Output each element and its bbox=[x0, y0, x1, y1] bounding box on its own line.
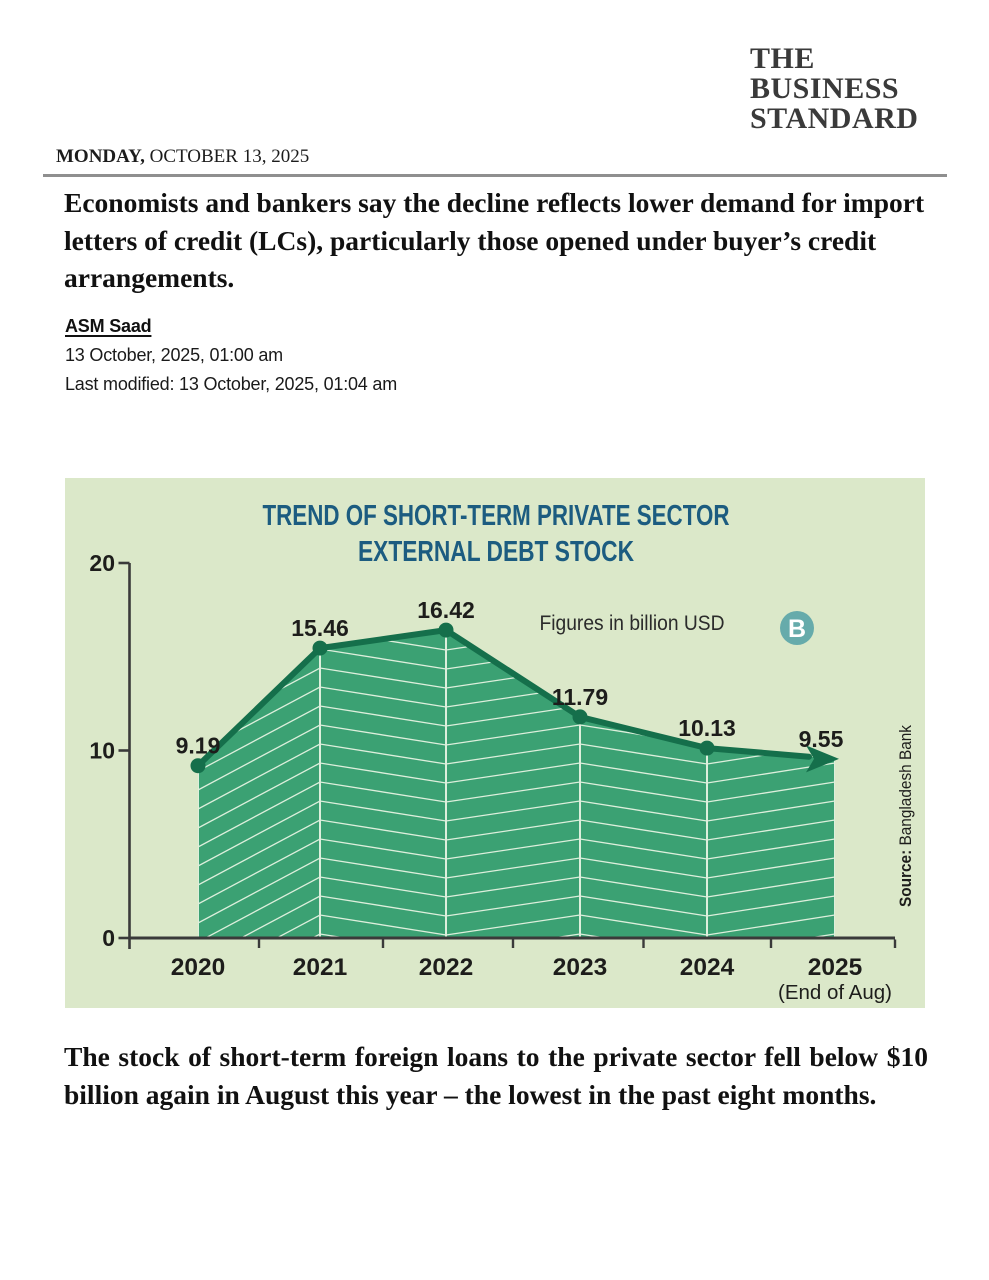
value-label: 11.79 bbox=[551, 683, 609, 710]
masthead-line-2: BUSINESS bbox=[750, 72, 900, 105]
value-label: 16.42 bbox=[417, 597, 475, 624]
data-point-dot bbox=[573, 709, 588, 724]
data-point-dot bbox=[700, 741, 715, 756]
x-axis-year-label: 2024 bbox=[679, 954, 735, 981]
y-axis-tick-label: 0 bbox=[102, 925, 115, 951]
debt-area-chart bbox=[65, 478, 925, 1008]
x-axis-year-label: 2022 bbox=[418, 954, 474, 981]
value-label: 10.13 bbox=[678, 715, 736, 742]
value-label: 9.19 bbox=[175, 732, 221, 759]
data-point-dot bbox=[313, 641, 328, 656]
svg-text:B: B bbox=[787, 615, 807, 643]
data-point-dot bbox=[191, 758, 206, 773]
x-axis-year-label: 2025 bbox=[807, 954, 863, 981]
x-axis-year-label: 2021 bbox=[292, 954, 348, 981]
y-axis-tick-label: 20 bbox=[89, 550, 115, 576]
masthead-line-1: THE bbox=[750, 42, 815, 75]
value-label: 15.46 bbox=[291, 615, 349, 642]
masthead-line-3: STANDARD bbox=[750, 102, 919, 135]
x-axis-year-label: 2020 bbox=[170, 954, 226, 981]
debt-chart-panel bbox=[65, 478, 925, 1008]
data-point-dot bbox=[439, 623, 454, 638]
y-axis-tick-label: 10 bbox=[89, 737, 115, 764]
date-line-day: MONDAY, bbox=[56, 146, 145, 167]
horizontal-divider bbox=[43, 174, 947, 177]
chart-title-line-1: TREND OF SHORT-TERM PRIVATE SECTOR bbox=[262, 500, 730, 532]
date-line bbox=[56, 146, 309, 168]
source-credit: Source: Bangladesh Bank bbox=[896, 711, 915, 907]
date-line-rest: OCTOBER 13, 2025 bbox=[144, 146, 310, 167]
byline-block bbox=[65, 312, 397, 399]
article-lead-paragraph: The stock of short-term foreign loans to the private sector fell below $10 billion again in August this year – the lowest in the past eight months. bbox=[64, 1041, 928, 1110]
x-axis-sub-label: (End of Aug) bbox=[778, 981, 892, 1004]
published-timestamp: 13 October, 2025, 01:00 am bbox=[65, 345, 283, 365]
x-axis-year-label: 2023 bbox=[552, 954, 608, 981]
newspaper-masthead bbox=[750, 44, 918, 134]
modified-timestamp: Last modified: 13 October, 2025, 01:04 am bbox=[65, 374, 398, 394]
chart-unit-note: Figures in billion USD bbox=[539, 611, 725, 635]
value-label: 9.55 bbox=[798, 725, 844, 752]
tbs-logo-icon bbox=[780, 611, 814, 645]
chart-title-line-2: EXTERNAL DEBT STOCK bbox=[358, 536, 635, 568]
author-link[interactable]: ASM Saad bbox=[65, 316, 152, 336]
article-standfirst: Economists and bankers say the decline reflects lower demand for import letters of credit (LCs), particularly those opened under buyer’s credit arrangements. bbox=[64, 187, 925, 293]
